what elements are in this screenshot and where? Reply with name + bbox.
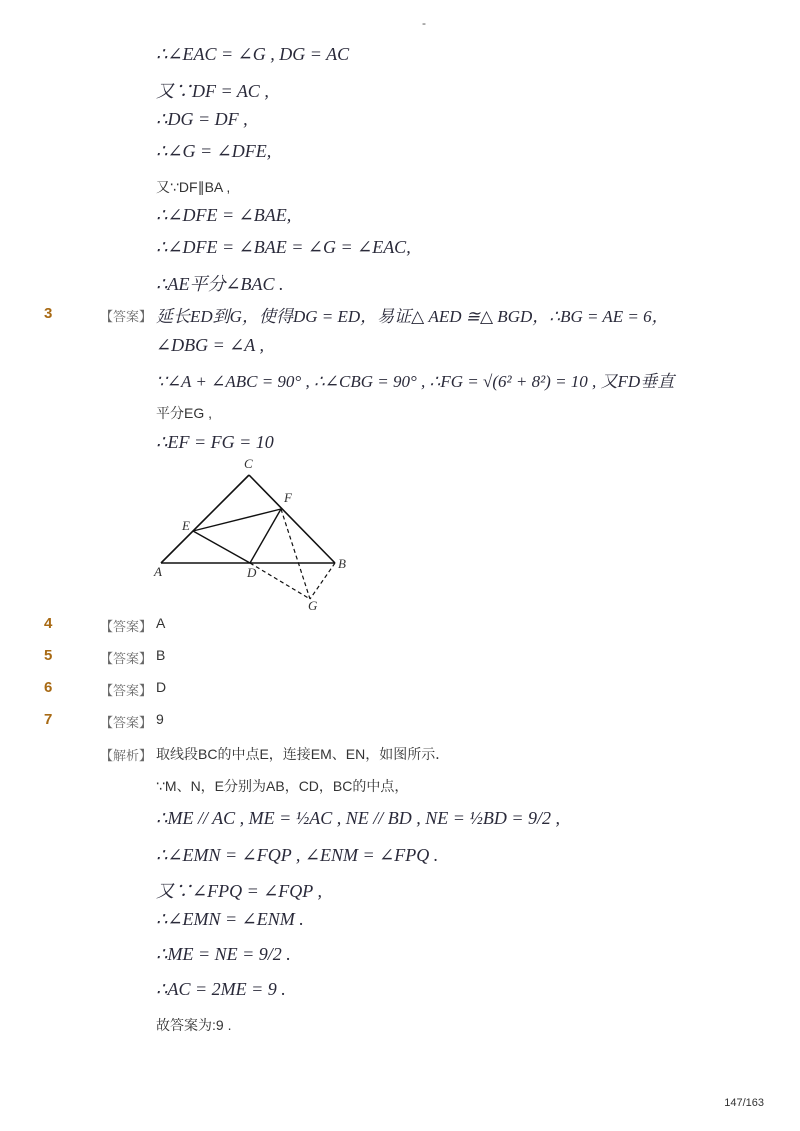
question-number: 5 (44, 647, 53, 664)
answer-label: 【答案】 (100, 683, 153, 698)
answer-label: 【答案】 (100, 651, 153, 666)
analysis-line-5: ∴∠EMN = ∠ENM . (156, 909, 304, 929)
q3-line-3: ∵∠A + ∠ABC = 90° , ∴∠CBG = 90° , ∴FG = √(6² + 8²) = 10 , 又FD垂直 (156, 372, 675, 391)
label-e: E (182, 518, 190, 533)
question-number: 6 (44, 679, 53, 696)
analysis-line-7: ∴AC = 2ME = 9 . (156, 979, 286, 999)
line-ac (161, 475, 249, 563)
proof-line-4: ∴∠G = ∠DFE, (156, 141, 272, 161)
proof-line-1: ∴∠EAC = ∠G , DG = AC (156, 44, 350, 64)
analysis-intro: 取线段BC的中点E，连接EM、EN，如图所示． (156, 746, 450, 762)
q3-line-5: ∴EF = FG = 10 (156, 432, 274, 452)
proof-line-7: ∴∠DFE = ∠BAE = ∠G = ∠EAC, (156, 237, 411, 257)
proof-line-2: 又∵DF = AC , (156, 81, 269, 101)
label-c: C (244, 456, 253, 471)
line-ed (193, 531, 250, 563)
proof-line-6: ∴∠DFE = ∠BAE, (156, 205, 292, 225)
line-bg (310, 563, 335, 599)
q3-line-2: ∠DBG = ∠A , (156, 335, 264, 355)
header-mark: - (422, 16, 426, 30)
line-cb (249, 475, 335, 563)
proof-line-8: ∴AE平分∠BAC . (156, 274, 284, 294)
question-number: 3 (44, 305, 53, 322)
answer-label: 【答案】 (100, 715, 153, 730)
geometry-figure (150, 452, 360, 617)
label-f: F (284, 490, 292, 505)
analysis-line-3: ∴∠EMN = ∠FQP , ∠ENM = ∠FPQ . (156, 845, 439, 865)
answer-value: D (156, 679, 167, 695)
proof-line-5: 又∵DF∥BA , (156, 179, 231, 195)
answer-value: B (156, 647, 166, 663)
analysis-label: 【解析】 (100, 748, 153, 763)
analysis-line-8: 故答案为:9 . (156, 1017, 232, 1033)
proof-line-3: ∴DG = DF , (156, 109, 248, 129)
label-d: D (247, 565, 257, 580)
line-ef (193, 509, 281, 531)
line-dg (250, 563, 310, 599)
answer-label: 【答案】 (100, 619, 153, 634)
analysis-line-6: ∴ME = NE = 9/2 . (156, 944, 291, 964)
label-a: A (154, 564, 162, 579)
line-df (250, 509, 281, 563)
label-g: G (308, 598, 318, 613)
page-number: 147/163 (724, 1097, 764, 1109)
q3-line-4: 平分EG , (156, 405, 213, 421)
analysis-line-1: ∵M、N，E分别为AB，CD，BC的中点， (156, 778, 409, 794)
q3-line-1: 延长ED到G，使得DG = ED，易证△ AED ≅△ BGD，∴BG = AE = 6， (156, 307, 669, 326)
analysis-line-2: ∴ME // AC , ME = ½AC , NE // BD , NE = ½BD = 9/2 , (156, 808, 561, 828)
answer-label: 【答案】 (100, 309, 153, 324)
question-number: 4 (44, 615, 53, 632)
answer-value: A (156, 615, 166, 631)
answer-value: 9 (156, 711, 164, 727)
label-b: B (338, 556, 346, 571)
analysis-line-4: 又∵∠FPQ = ∠FQP , (156, 881, 322, 901)
question-number: 7 (44, 711, 53, 728)
